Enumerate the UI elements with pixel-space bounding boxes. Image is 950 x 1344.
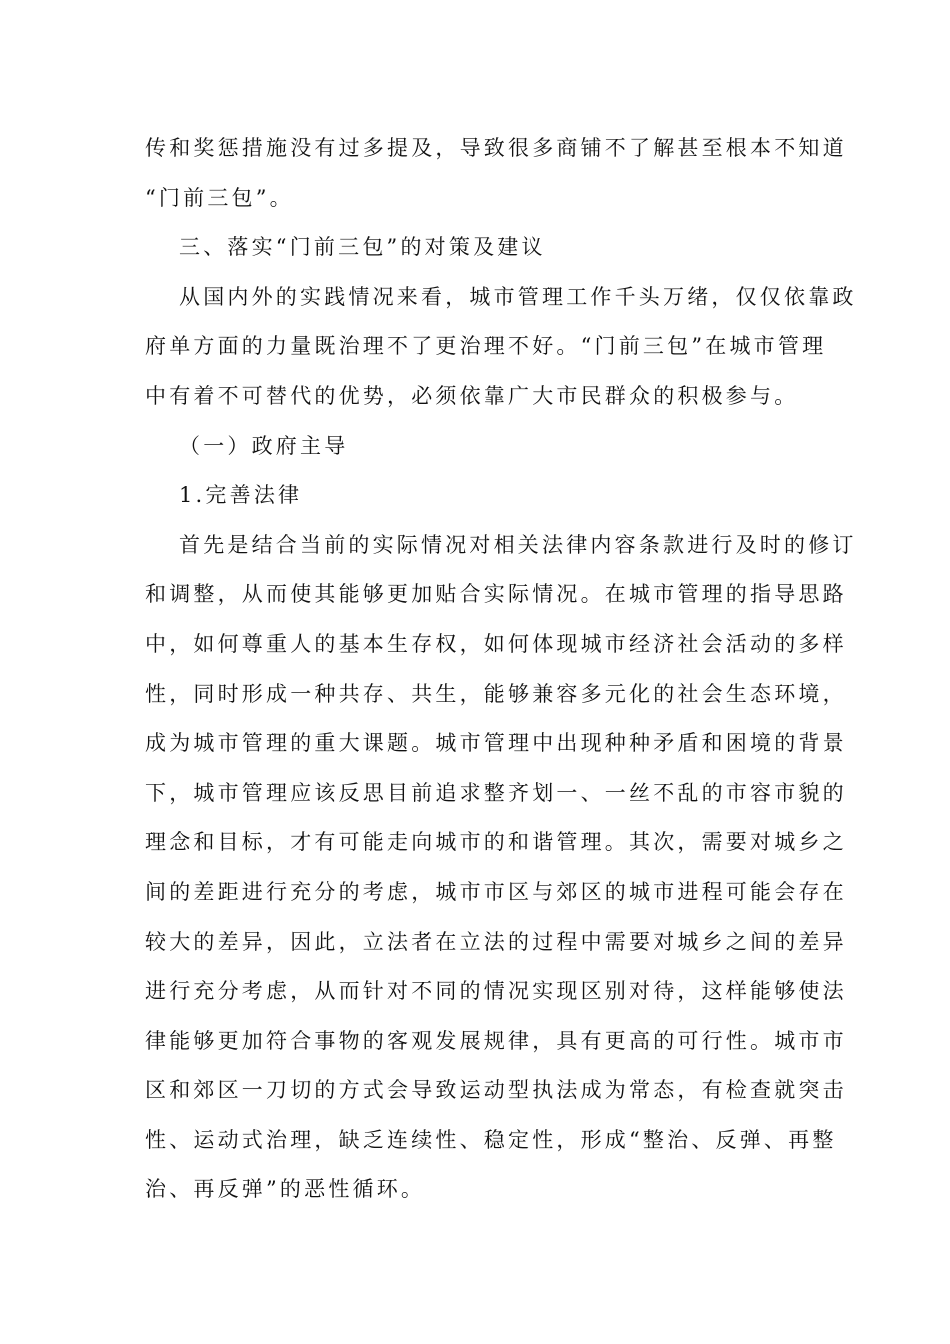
section-heading: 三、落实“门前三包”的对策及建议 <box>179 235 546 260</box>
text-line: 首先是结合当前的实际情况对相关法律内容条款进行及时的修订 <box>179 532 857 557</box>
text-line: 中有着不可替代的优势，必须依靠广大市民群众的积极参与。 <box>145 383 799 408</box>
text-line: 治、再反弹”的恶性循环。 <box>145 1177 426 1202</box>
text-line: 律能够更加符合事物的客观发展规律，具有更高的可行性。城市市 <box>145 1028 847 1053</box>
text-line: 性，同时形成一种共存、共生，能够兼容多元化的社会生态环境， <box>145 681 847 706</box>
text-line: 性、运动式治理，缺乏连续性、稳定性，形成“整治、反弹、再整 <box>145 1127 837 1152</box>
text-line: 间的差距进行充分的考虑，城市市区与郊区的城市进程可能会存在 <box>145 879 847 904</box>
text-line: 成为城市管理的重大课题。城市管理中出现种种矛盾和困境的背景 <box>145 731 847 756</box>
text-line: 和调整，从而使其能够更加贴合实际情况。在城市管理的指导思路 <box>145 582 847 607</box>
text-line: 府单方面的力量既治理不了更治理不好。“门前三包”在城市管理 <box>145 334 827 359</box>
text-line: 中，如何尊重人的基本生存权，如何体现城市经济社会活动的多样 <box>145 631 847 656</box>
text-line: 下，城市管理应该反思目前追求整齐划一、一丝不乱的市容市貌的 <box>145 780 847 805</box>
document-body <box>145 124 857 1215</box>
text-line: 从国内外的实践情况来看，城市管理工作千头万绪，仅仅依靠政 <box>179 284 857 309</box>
text-line: 理念和目标，才有可能走向城市的和谐管理。其次，需要对城乡之 <box>145 830 847 855</box>
subsection-heading: 1.完善法律 <box>179 483 303 508</box>
text-line: 传和奖惩措施没有过多提及，导致很多商铺不了解甚至根本不知道 <box>145 136 847 160</box>
text-line: “门前三包”。 <box>145 185 294 210</box>
text-line: 较大的差异，因此，立法者在立法的过程中需要对城乡之间的差异 <box>145 929 847 954</box>
text-line: 区和郊区一刀切的方式会导致运动型执法成为常态，有检查就突击 <box>145 1078 847 1103</box>
text-line: 进行充分考虑，从而针对不同的情况实现区别对待，这样能够使法 <box>145 979 847 1004</box>
subsection-heading: （一）政府主导 <box>179 433 349 458</box>
